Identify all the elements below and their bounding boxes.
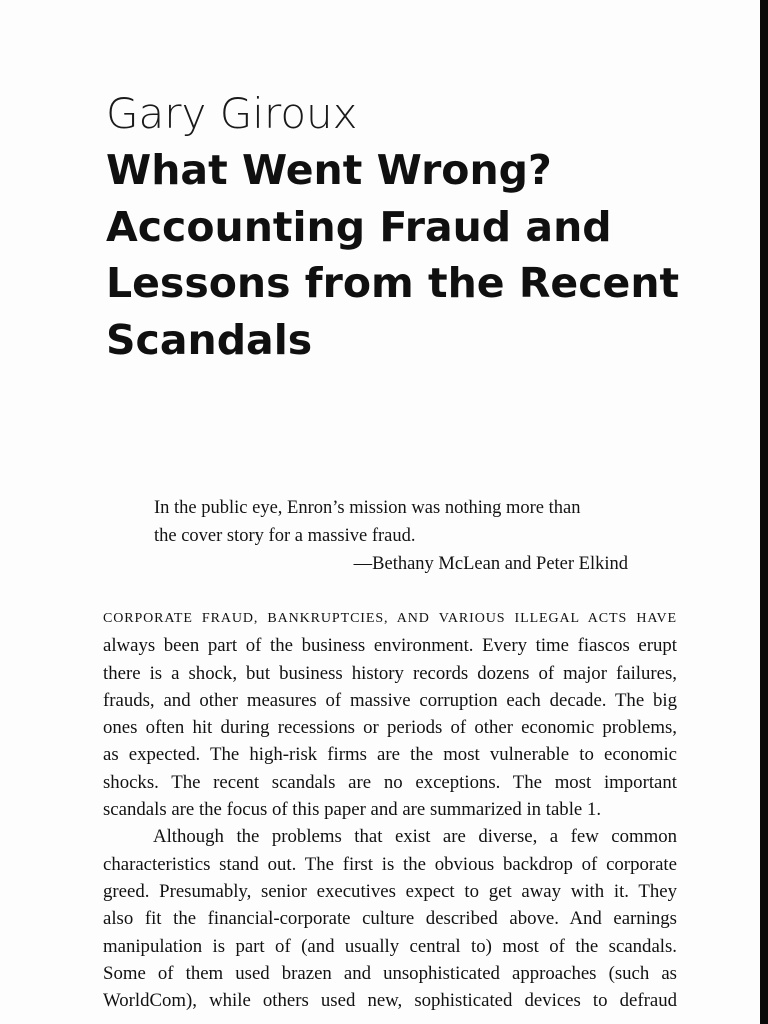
epigraph-attribution: —Bethany McLean and Peter Elkind (353, 554, 628, 574)
body-line: shocks. The recent scandals are no exceptions. The most important (103, 771, 677, 793)
body-line: frauds, and other measures of massive corruption each decade. The big (103, 689, 677, 711)
body-line: WorldCom), while others used new, sophisticated devices to defraud (103, 990, 677, 1012)
body-line: manipulation is part of (and usually central to) most of the scandals. (103, 935, 677, 957)
title-line: What Went Wrong? (106, 146, 552, 194)
body-line-opening-small-caps: CORPORATE FRAUD, BANKRUPTCIES, AND VARIOUS ILLEGAL ACTS HAVE (103, 611, 677, 626)
epigraph-line: In the public eye, Enron’s mission was nothing more than (154, 498, 581, 518)
title-line: Scandals (106, 315, 313, 364)
body-line: characteristics stand out. The first is the obvious backdrop of corporate (103, 853, 677, 875)
epigraph (154, 494, 634, 550)
body-line: Some of them used brazen and unsophisticated approaches (such as (103, 962, 677, 984)
body-line-paragraph-start: Although the problems that exist are diverse, a few common (153, 826, 677, 848)
page-edge-shadow (760, 0, 768, 1024)
chapter-title (106, 142, 706, 368)
body-line: scandals are the focus of this paper and are summarized in table 1. (103, 799, 602, 821)
body-line: also fit the financial-corporate culture described above. And earnings (103, 908, 677, 930)
epigraph-line: the cover story for a massive fraud. (154, 526, 416, 546)
body-line: always been part of the business environment. Every time fiascos erupt (103, 635, 677, 657)
title-line: Accounting Fraud and (106, 202, 612, 251)
body-line: as expected. The high-risk firms are the most vulnerable to economic (103, 744, 677, 766)
body-line: greed. Presumably, senior executives expect to get away with it. They (103, 880, 677, 902)
body-line: ones often hit during recessions or periods of other economic problems, (103, 717, 677, 739)
author-name: Gary Giroux (106, 89, 358, 138)
title-line: Lessons from the Recent (106, 259, 680, 307)
body-text (103, 605, 677, 1014)
body-line: there is a shock, but business history records dozens of major failures, (103, 662, 677, 684)
